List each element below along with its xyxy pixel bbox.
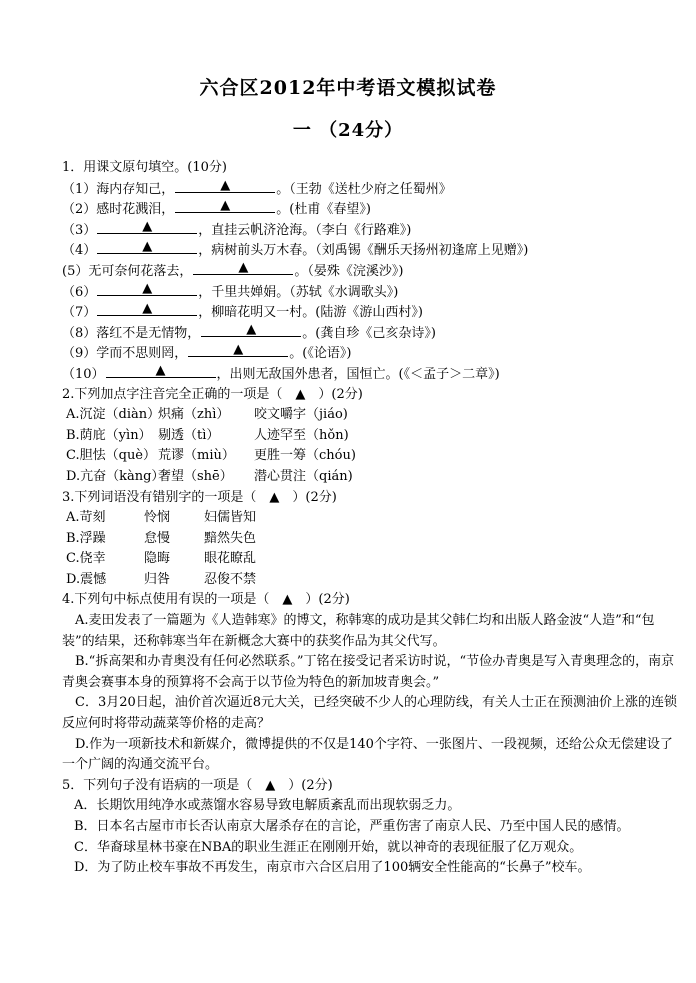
q4-option: C．3月20日起，油价首次逼近8元大关，已经突破不少人的心理防线，有关人士正在预测油价上涨的连锁反应何时将带动蔬菜等价格的走高？ bbox=[62, 695, 678, 732]
q1-item: （8）落红不是无情物， ▲ 。(龚自珍《己亥杂诗》) bbox=[62, 321, 436, 341]
q5-stem: 5．下列句子没有语病的一项是（ ▲ ）(2分) bbox=[62, 777, 333, 793]
q3-option: B.浮躁 怠慢 黯然失色 bbox=[66, 530, 257, 546]
q1-item: （4） ▲ ，病树前头万木春。（刘禹锡《酬乐天扬州初逢席上见赠》) bbox=[62, 239, 529, 259]
answer-marker: ▲ bbox=[238, 259, 249, 275]
answer-marker: ▲ bbox=[246, 321, 257, 337]
answer-marker: ▲ bbox=[142, 280, 153, 296]
q1-item: (5）无可奈何花落去， ▲ 。（晏殊《浣溪沙》) bbox=[62, 259, 404, 279]
q1-item: （9）学而不思则罔， ▲ 。(《论语》) bbox=[62, 342, 352, 362]
answer-blank[interactable] bbox=[97, 240, 197, 254]
q2-option: C.胆怯（què） 荒谬（miù） 更胜一筹（chóu) bbox=[66, 448, 356, 464]
q3-option: D.震憾 归咎 忍俊不禁 bbox=[66, 571, 257, 587]
answer-marker: ▲ bbox=[233, 342, 244, 358]
answer-blank[interactable] bbox=[106, 364, 216, 378]
q1-item: （1）海内存知己， ▲ 。（王勃《送杜少府之任蜀州》 bbox=[62, 177, 452, 197]
q1-item: （6） ▲ ，千里共婵娟。（苏轼《水调歌头》) bbox=[62, 280, 399, 300]
q1-item: （7） ▲ ，柳暗花明又一村。(陆游《游山西村》) bbox=[62, 301, 423, 321]
q4-stem: 4.下列句中标点使用有误的一项是（ ▲ ）(2分) bbox=[62, 592, 350, 608]
q5-option: C．华裔球星林书豪在NBA的职业生涯正在刚刚开始，就以神奇的表现征服了亿万观众。 bbox=[74, 839, 583, 855]
q4-option: B.“拆高架和办青奥没有任何必然联系。”丁铭在接受记者采访时说，“节俭办青奥是写入青奥理念的，南京青奥会赛事本身的预算将不会高于以节俭为特色的新加坡青奥会。” bbox=[62, 654, 675, 690]
answer-marker: ▲ bbox=[155, 362, 166, 378]
q1-item: （10） ▲ ，出则无敌国外患者，国恒亡。(《＜孟子＞二章》) bbox=[62, 362, 500, 382]
exam-content bbox=[62, 158, 682, 879]
q1-item: （2）感时花溅泪， ▲ 。(杜甫《春望》) bbox=[62, 198, 371, 218]
answer-marker: ▲ bbox=[220, 177, 231, 193]
q2-option: A.沉淀（diàn）炽痛（zhì） 咬文嚼字（jiáo) bbox=[66, 407, 348, 423]
answer-blank[interactable] bbox=[97, 302, 197, 316]
answer-marker: ▲ bbox=[142, 218, 153, 234]
q4-option: D.作为一项新技术和新媒介，微博提供的不仅是140个字符、一张图片、一段视频，还给公众无偿建设了一个广阔的沟通交流平台。 bbox=[62, 736, 673, 773]
answer-blank[interactable] bbox=[175, 179, 275, 193]
answer-blank[interactable] bbox=[97, 220, 197, 234]
q5-option: B．日本名古屋市市长否认南京大屠杀存在的言论，严重伤害了南京人民、乃至中国人民的感情。 bbox=[74, 819, 630, 834]
q2-option: D.亢奋（kàng）奢望（shē） 潜心贯注（qián) bbox=[66, 468, 353, 484]
answer-blank[interactable] bbox=[201, 323, 301, 337]
q4-option: A.麦田发表了一篇题为《人造韩寒》的博文，称韩寒的成功是其父韩仁均和出版人路金波“人造”和“包装”的结果，还称韩寒当年在新概念大赛中的获奖作品为其父代写。 bbox=[62, 613, 655, 649]
answer-marker: ▲ bbox=[142, 239, 153, 255]
q5-option: A．长期饮用纯净水或蒸馏水容易导致电解质紊乱而出现软弱乏力。 bbox=[74, 798, 461, 814]
q1-stem: 1．用课文原句填空。(10分) bbox=[62, 160, 227, 175]
answer-blank[interactable] bbox=[175, 199, 275, 213]
answer-blank[interactable] bbox=[193, 261, 293, 275]
q2-option: B.荫庇（yìn） 剔透（tì） 人迹罕至（hǒn) bbox=[66, 427, 349, 443]
answer-blank[interactable] bbox=[97, 282, 197, 296]
answer-blank[interactable] bbox=[188, 343, 288, 357]
q1-item: （3） ▲ ，直挂云帆济沧海。（李白《行路难》) bbox=[62, 218, 412, 238]
q3-option: C.侥幸 隐晦 眼花瞭乱 bbox=[66, 551, 257, 567]
page-title: 六合区2012年中考语文模拟试卷 bbox=[199, 77, 497, 99]
q3-stem: 3.下列词语没有错别字的一项是（ ▲ ）(2分) bbox=[62, 489, 337, 505]
q3-option: A.苛刻 怜悯 妇儒皆知 bbox=[66, 510, 257, 526]
answer-marker: ▲ bbox=[220, 198, 231, 214]
answer-marker: ▲ bbox=[142, 301, 153, 317]
q5-option: D．为了防止校车事故不再发生，南京市六合区启用了100辆安全性能高的“长鼻子”校车。 bbox=[74, 860, 591, 876]
section-title: 一 （24分） bbox=[292, 120, 404, 141]
q2-stem: 2.下列加点字注音完全正确的一项是（ ▲ ）(2分) bbox=[62, 386, 363, 402]
